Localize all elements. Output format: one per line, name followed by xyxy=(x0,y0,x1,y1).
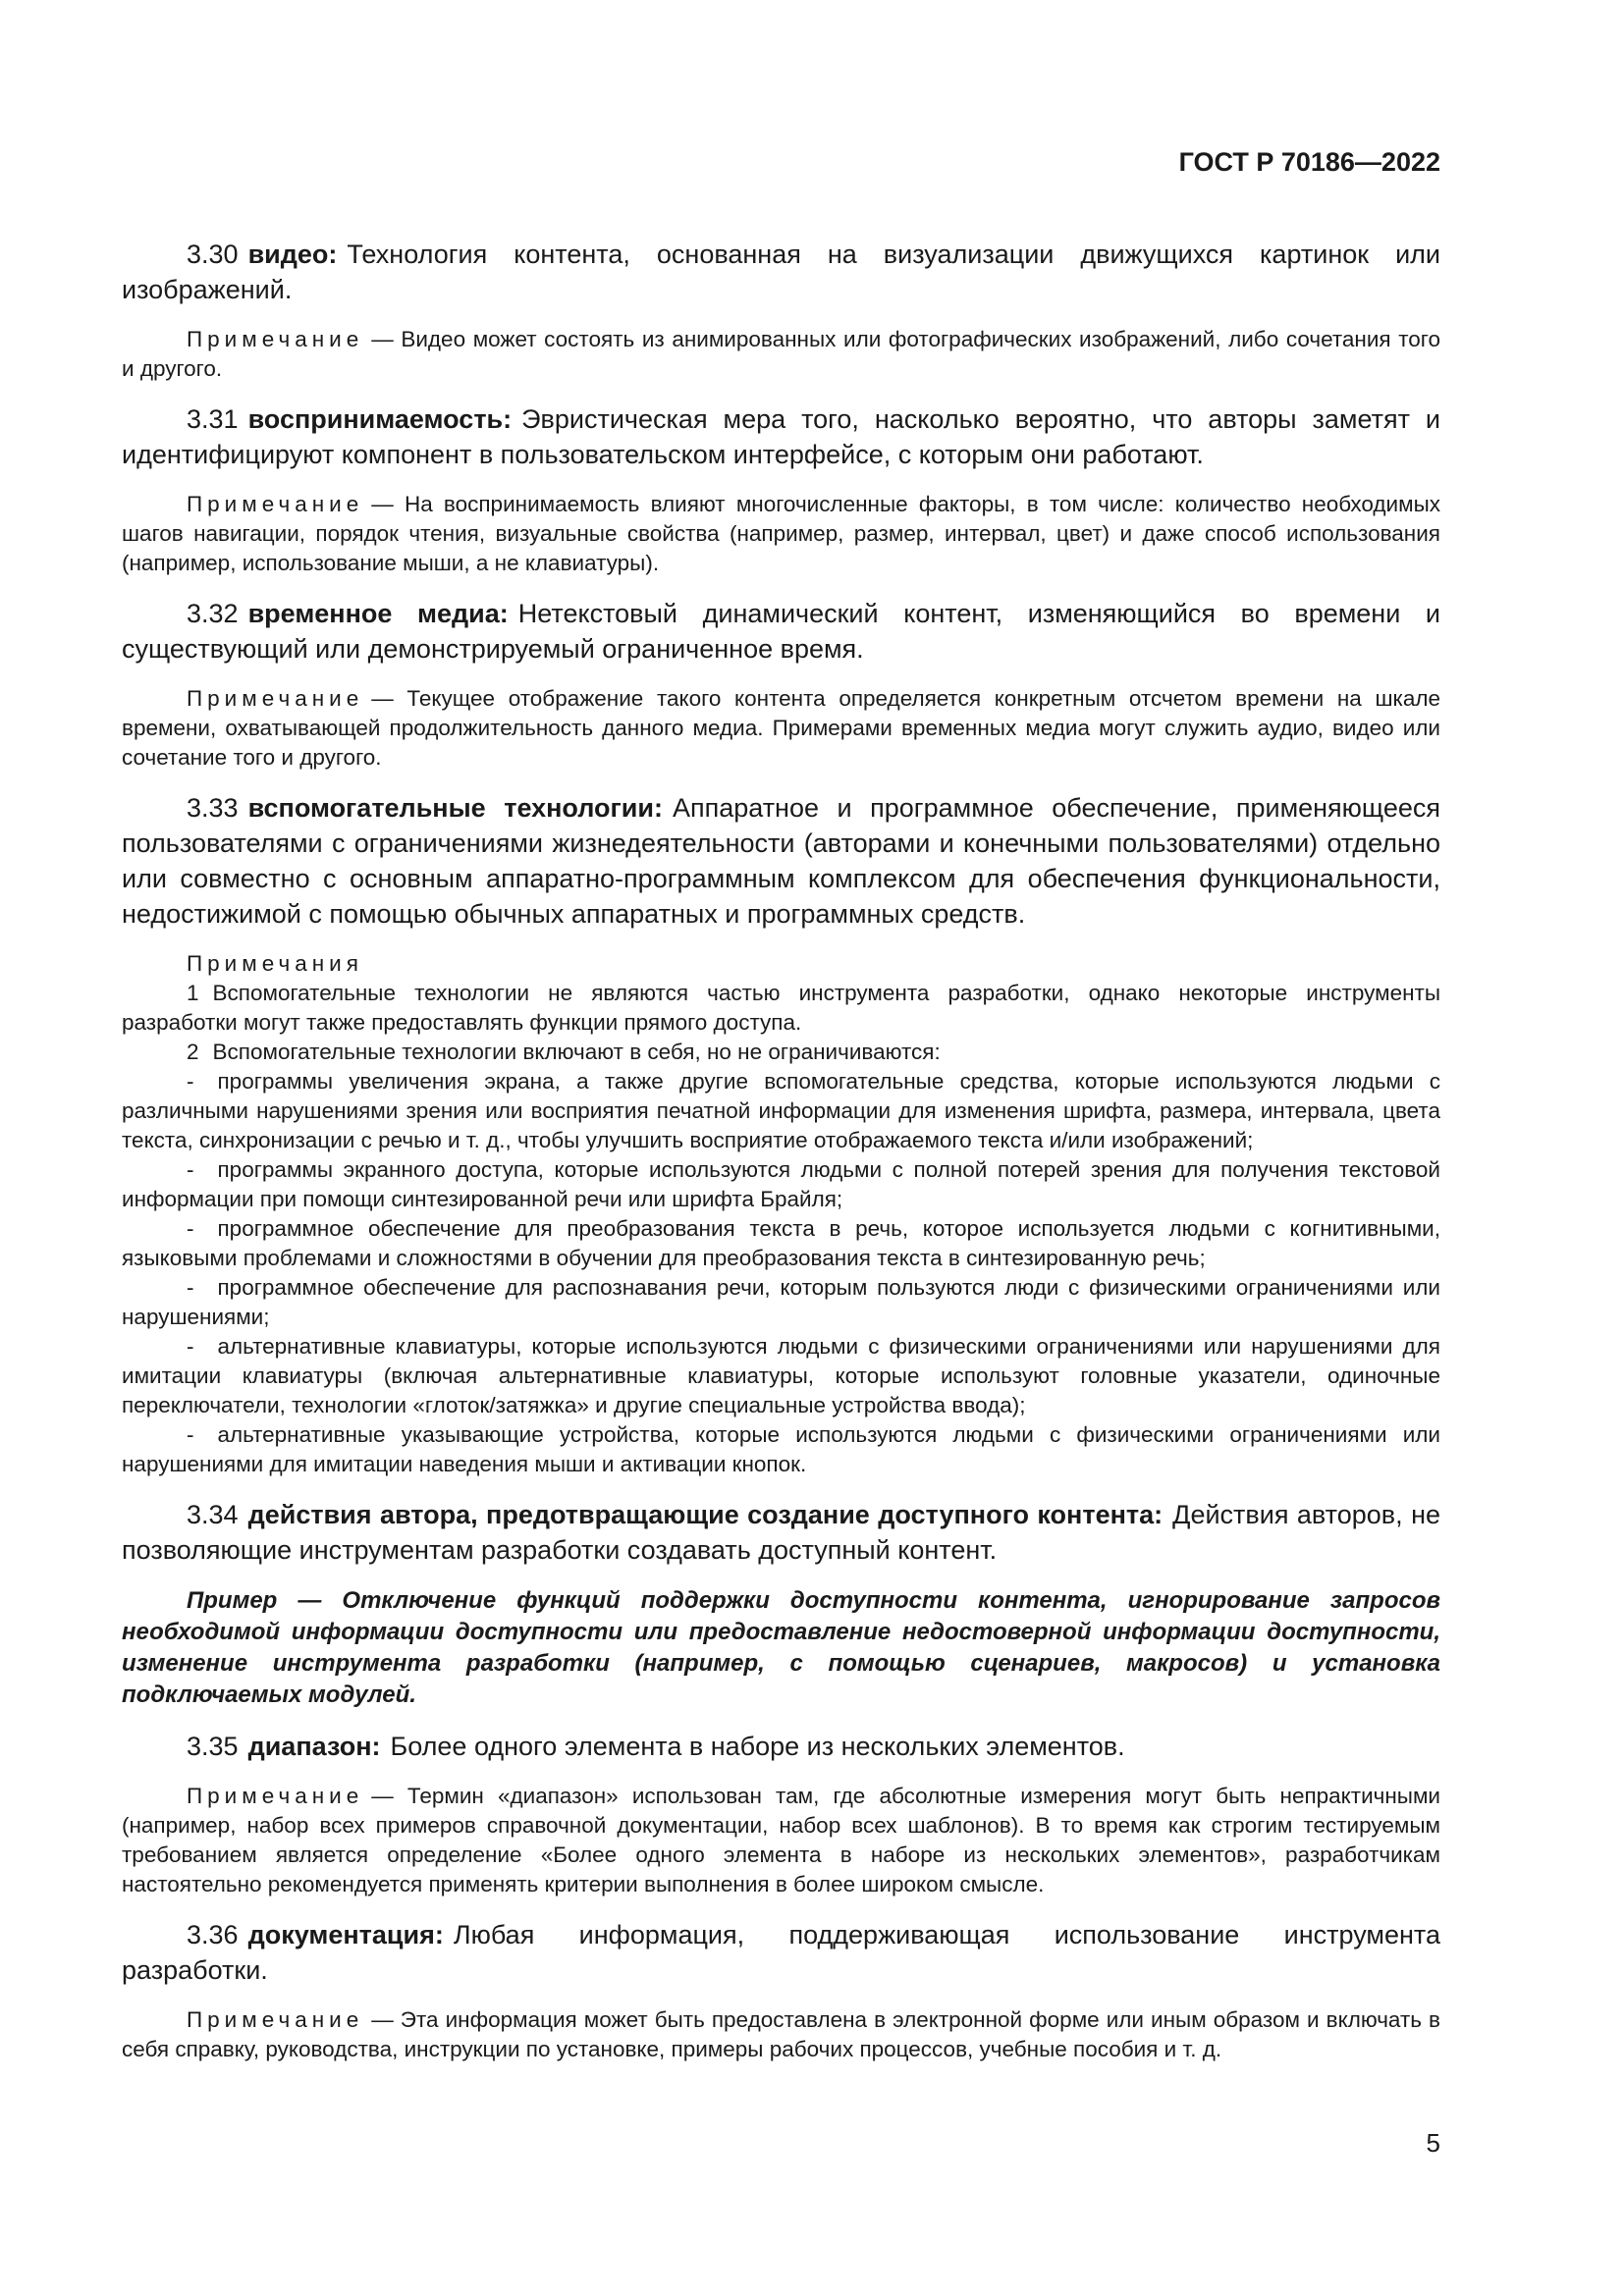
note-3-31 xyxy=(122,490,1440,578)
note-text: — Видео может состоять из анимированных или фотографических изображений, либо сочетания того и другого. xyxy=(122,327,1440,381)
term-3-36 xyxy=(122,1917,1440,1988)
list-item-text: программы экранного доступа, которые используются людьми с полной потерей зрения для получения текстовой информации при помощи синтезированной речи или шрифта Брайля; xyxy=(122,1157,1440,1211)
note-text: Вспомогательные технологии включают в себя, но не ограничиваются: xyxy=(212,1040,941,1064)
list-item-text: программы увеличения экрана, а также другие вспомогательные средства, которые используются людьми с различными нарушениями зрения или восприятия печатной информации для изменения шрифта, размера, интервала, цвета текста, синхронизации с речью и т. д., чтобы улучшить восприятие отображаемого текста и/или изображений; xyxy=(122,1069,1440,1152)
note-label: Примечание xyxy=(187,2007,364,2032)
term-number: 3.33 xyxy=(187,793,239,823)
term-title: временное медиа: xyxy=(247,599,509,628)
term-3-33 xyxy=(122,790,1440,932)
note-3-35 xyxy=(122,1782,1440,1899)
term-title: документация: xyxy=(247,1920,444,1949)
list-dash: - xyxy=(187,1069,194,1094)
term-3-31 xyxy=(122,401,1440,472)
term-3-32 xyxy=(122,596,1440,667)
note-3-30 xyxy=(122,325,1440,384)
list-dash: - xyxy=(187,1216,194,1241)
note-label: Примечание xyxy=(187,492,364,516)
note-number: 1 xyxy=(187,981,199,1005)
list-item xyxy=(122,1214,1440,1273)
note-text: — Эта информация может быть предоставлена в электронной форме или иным образом и включать в себя справку, руководства, инструкции по установке, примеры рабочих процессов, учебные пособия и т. д. xyxy=(122,2007,1440,2061)
note-text: — Текущее отображение такого контента определяется конкретным отсчетом времени на шкале времени, охватывающей продолжительность данного медиа. Примерами временных медиа могут служить аудио, видео или сочетание того и другого. xyxy=(122,686,1440,770)
term-definition: Нетекстовый динамический контент, изменяющийся во времени и существующий или демонстрируемый ограниченное время. xyxy=(122,599,1440,664)
notes-label: Примечания xyxy=(187,951,363,976)
term-number: 3.35 xyxy=(187,1732,239,1761)
term-definition: Любая информация, поддерживающая использование инструмента разработки. xyxy=(122,1920,1440,1985)
list-item xyxy=(122,1067,1440,1155)
example-3-34: Пример — Отключение функций поддержки доступности контента, игнорирование запросов необходимой информации доступности или предоставление недостоверной информации доступности, изменение инструмента разработки (например, с помощью сценариев, макросов) и установка подключаемых модулей. xyxy=(122,1587,1440,1708)
list-dash: - xyxy=(187,1334,194,1359)
term-number: 3.36 xyxy=(187,1920,239,1949)
term-number: 3.30 xyxy=(187,240,239,269)
term-number: 3.31 xyxy=(187,404,239,434)
term-definition: Технология контента, основанная на визуализации движущихся картинок или изображений. xyxy=(122,240,1440,304)
note-3-32 xyxy=(122,684,1440,773)
note-label: Примечание xyxy=(187,327,364,351)
list-item-text: альтернативные клавиатуры, которые используются людьми с физическими ограничениями или нарушениями для имитации клавиатуры (включая альтернативные клавиатуры, которые используют головные указатели, одиночные переключатели, технологии «глоток/затяжка» и другие специальные устройства ввода); xyxy=(122,1334,1440,1417)
note-3-36 xyxy=(122,2005,1440,2064)
note-item-1 xyxy=(122,979,1440,1038)
standard-header: ГОСТ Р 70186—2022 xyxy=(1178,147,1440,177)
page-number: 5 xyxy=(1426,2128,1440,2158)
note-label: Примечание xyxy=(187,686,364,711)
list-item-text: программное обеспечение для преобразования текста в речь, которое используется людьми с когнитивными, языковыми проблемами и сложностями в обучении для преобразования текста в синтезированную речь; xyxy=(122,1216,1440,1270)
term-3-34 xyxy=(122,1497,1440,1568)
notes-heading xyxy=(122,949,1440,979)
term-title: действия автора, предотвращающие создание доступного контента: xyxy=(247,1500,1164,1529)
list-dash: - xyxy=(187,1275,194,1300)
list-item-text: альтернативные указывающие устройства, которые используются людьми с физическими ограничениями или нарушениями для имитации наведения мыши и активации кнопок. xyxy=(122,1422,1440,1476)
note-item-2 xyxy=(122,1038,1440,1067)
list-item xyxy=(122,1420,1440,1479)
list-item xyxy=(122,1155,1440,1214)
note-label: Примечание xyxy=(187,1784,364,1808)
term-definition: Эвристическая мера того, насколько вероятно, что авторы заметят и идентифицируют компонент в пользовательском интерфейсе, с которым они работают. xyxy=(122,404,1440,469)
note-text: — Термин «диапазон» использован там, где абсолютные измерения могут быть непрактичными (например, набор всех примеров справочной документации, набор всех шаблонов). В то время как строгим тестируемым требованием является определение «Более одного элемента в наборе из нескольких элементов», разработчикам настоятельно рекомендуется применять критерии выполнения в более широком смысле. xyxy=(122,1784,1440,1896)
list-item xyxy=(122,1273,1440,1332)
list-dash: - xyxy=(187,1422,194,1447)
term-3-30 xyxy=(122,237,1440,307)
note-text: — На воспринимаемость влияют многочисленные факторы, в том числе: количество необходимых шагов навигации, порядок чтения, визуальные свойства (например, размер, интервал, цвет) и даже способ использования (например, использование мыши, а не клавиатуры). xyxy=(122,492,1440,575)
term-definition: Более одного элемента в наборе из нескольких элементов. xyxy=(390,1732,1125,1761)
note-number: 2 xyxy=(187,1040,199,1064)
list-item xyxy=(122,1332,1440,1420)
term-title: диапазон: xyxy=(247,1732,381,1761)
term-number: 3.34 xyxy=(187,1500,239,1529)
term-title: воспринимаемость: xyxy=(247,404,513,434)
term-title: вспомогательные технологии: xyxy=(247,793,663,823)
list-item-text: программное обеспечение для распознавания речи, которым пользуются люди с физическими ограничениями или нарушениями; xyxy=(122,1275,1440,1329)
term-3-35 xyxy=(122,1729,1440,1764)
term-number: 3.32 xyxy=(187,599,239,628)
notes-3-33 xyxy=(122,949,1440,1479)
note-text: Вспомогательные технологии не являются частью инструмента разработки, однако некоторые инструменты разработки могут также предоставлять функции прямого доступа. xyxy=(122,981,1440,1035)
list-dash: - xyxy=(187,1157,194,1182)
term-title: видео: xyxy=(247,240,338,269)
term-definition: Действия авторов, не позволяющие инструментам разработки создавать доступный контент. xyxy=(122,1500,1440,1565)
term-definition: Аппаратное и программное обеспечение, применяющееся пользователями с ограничениями жизнедеятельности (авторами и конечными пользователями) отдельно или совместно с основным аппаратно-программным комплексом для обеспечения функциональности, недостижимой с помощью обычных аппаратных и программных средств. xyxy=(122,793,1440,929)
